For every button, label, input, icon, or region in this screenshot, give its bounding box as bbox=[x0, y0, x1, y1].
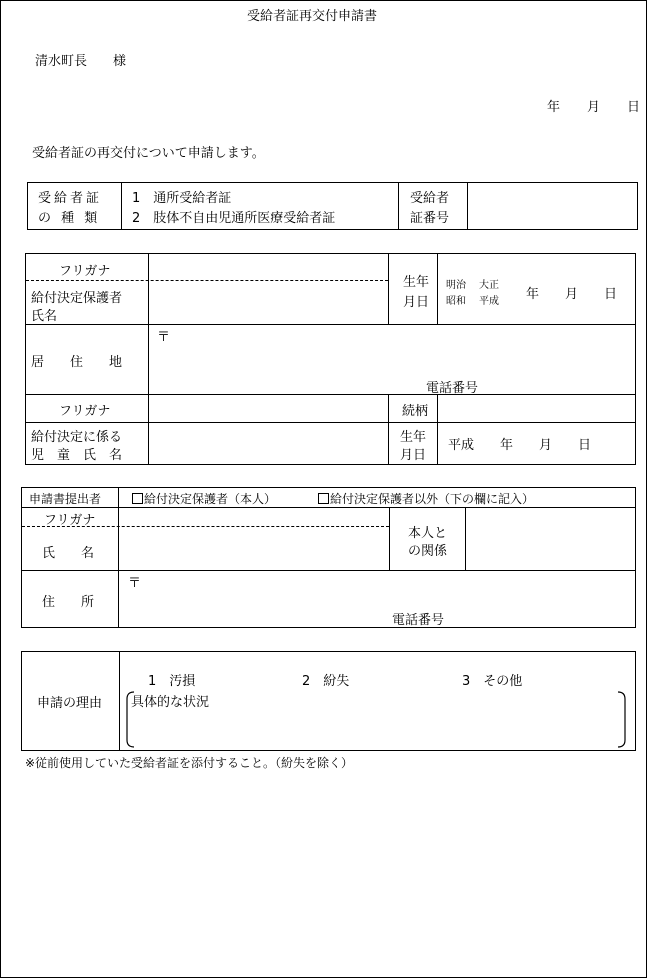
era-taisho: 大正 bbox=[479, 280, 499, 291]
certificate-type-label-2: の 種 類 bbox=[38, 211, 101, 226]
residence-label: 居 住 地 bbox=[31, 355, 123, 370]
residence-phone-label: 電話番号 bbox=[426, 381, 479, 396]
option-self-label: 給付決定保護者（本人） bbox=[144, 492, 277, 506]
reason-table bbox=[21, 651, 636, 751]
era-showa: 昭和 bbox=[446, 296, 466, 307]
detail-label: 具体的な状況 bbox=[131, 695, 210, 710]
birth-label-1: 生年 bbox=[403, 275, 430, 290]
era-meiji: 明治 bbox=[446, 280, 466, 291]
reason-option-other[interactable]: 3 その他 bbox=[462, 674, 523, 689]
applicant-phone-label: 電話番号 bbox=[392, 613, 445, 628]
checkbox-icon[interactable] bbox=[318, 493, 329, 504]
relationship-field[interactable] bbox=[467, 509, 633, 569]
relation-label: 続柄 bbox=[402, 404, 429, 419]
applicant-name-field[interactable] bbox=[120, 528, 387, 569]
reason-option-lost[interactable]: 2 紛失 bbox=[302, 674, 350, 689]
birth-label-2: 月日 bbox=[403, 295, 430, 310]
option-self-checkbox[interactable] bbox=[132, 490, 276, 507]
document-title: 受給者証再交付申請書 bbox=[247, 9, 378, 24]
guardian-name-label-1: 給付決定保護者 bbox=[31, 291, 123, 306]
child-name-field[interactable] bbox=[150, 424, 386, 462]
relationship-label-2: の関係 bbox=[408, 544, 448, 559]
guardian-birth-date: 年 月 日 bbox=[526, 287, 618, 302]
applicant-furigana-field[interactable] bbox=[120, 509, 387, 525]
certificate-number-field[interactable] bbox=[469, 184, 635, 228]
applicant-postal-mark: 〒 bbox=[128, 576, 142, 591]
applicant-furigana-label: フリガナ bbox=[44, 513, 96, 528]
applicant-label: 申請書提出者 bbox=[29, 492, 102, 506]
applicant-name-label: 氏 名 bbox=[42, 546, 95, 561]
furigana-label: フリガナ bbox=[59, 264, 111, 279]
checkbox-icon[interactable] bbox=[132, 493, 143, 504]
child-furigana-field[interactable] bbox=[150, 396, 386, 420]
option-medical-certificate: 2 肢体不自由児通所医療受給者証 bbox=[132, 211, 336, 226]
relationship-label-1: 本人と bbox=[408, 526, 448, 541]
date-year-label: 年 bbox=[547, 100, 561, 115]
certificate-number-label-1: 受給者 bbox=[410, 191, 450, 206]
reason-option-soiled[interactable]: 1 汚損 bbox=[148, 674, 196, 689]
guardian-child-table bbox=[25, 253, 636, 465]
reason-label: 申請の理由 bbox=[37, 696, 103, 711]
child-birth-label-2: 月日 bbox=[400, 448, 427, 463]
certificate-type-label-1: 受給者証 bbox=[38, 191, 103, 206]
residence-address-field[interactable] bbox=[166, 344, 626, 370]
era-heisei: 平成 bbox=[479, 296, 499, 307]
guardian-name-label-2: 氏名 bbox=[31, 309, 58, 324]
date-day-label: 日 bbox=[627, 100, 641, 115]
attachment-note: ※従前使用していた受給者証を添付すること。（紛失を除く） bbox=[25, 756, 354, 770]
date-month-label: 月 bbox=[587, 100, 601, 115]
child-birth-label-1: 生年 bbox=[400, 430, 427, 445]
certificate-number-label-2: 証番号 bbox=[410, 211, 450, 226]
applicant-table bbox=[21, 487, 636, 628]
detail-field[interactable] bbox=[132, 708, 622, 744]
option-other-label: 給付決定保護者以外（下の欄に記入） bbox=[330, 492, 535, 506]
child-furigana-label: フリガナ bbox=[59, 404, 111, 419]
addressee: 清水町長 様 bbox=[35, 54, 127, 69]
child-birth-date: 平成 年 月 日 bbox=[448, 438, 592, 453]
guardian-name-field[interactable] bbox=[150, 283, 386, 322]
applicant-address-label: 住 所 bbox=[42, 595, 95, 610]
child-name-label-2: 児 童 氏 名 bbox=[31, 448, 123, 463]
relation-field[interactable] bbox=[439, 396, 633, 420]
residence-postal-mark: 〒 bbox=[157, 330, 171, 345]
guardian-furigana-field[interactable] bbox=[150, 256, 386, 278]
intro-text: 受給者証の再交付について申請します。 bbox=[32, 146, 265, 161]
child-name-label-1: 給付決定に係る bbox=[31, 430, 123, 445]
applicant-address-field[interactable] bbox=[142, 586, 622, 606]
option-other-checkbox[interactable] bbox=[318, 490, 534, 507]
certificate-type-table bbox=[27, 182, 638, 230]
option-day-service-certificate: 1 通所受給者証 bbox=[132, 191, 232, 206]
